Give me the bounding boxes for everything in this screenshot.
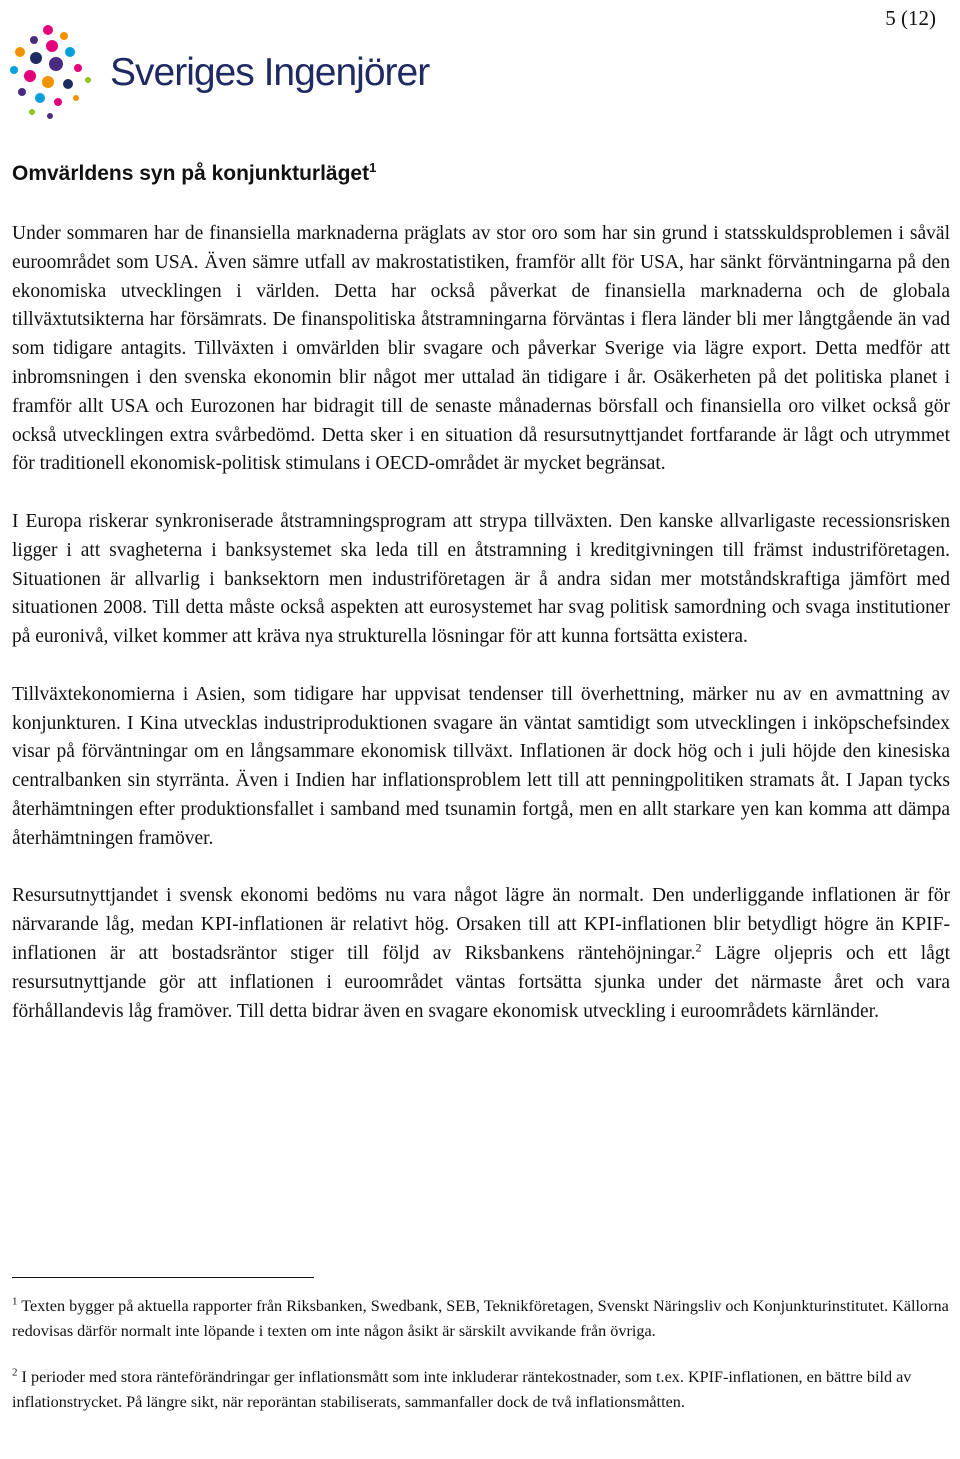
heading-text: Omvärldens syn på konjunkturläget [12, 162, 370, 185]
paragraph: Tillväxtekonomierna i Asien, som tidigare har uppvisat tendenser till överhettning, märker nu av en avmattning av konjunkturen. I Kina utvecklas industriproduktionen svagare än väntat samtidigt som utvecklingen i inköpschefsindex visar på förväntningar om en långsammare ekonomisk tillväxt. Inflationen är dock hög och i juli höjde den kinesiska centralbanken sin styrränta. Även i Indien har inflationsproblem lett till att penningpolitiken stramats åt. I Japan tycks återhämtningen efter produktionsfallet i samband med tsunamin fortgå, men en allt starkare yen kan komma att dämpa återhämtningen framöver. [12, 683, 950, 849]
footnote-number: 2 [12, 1366, 18, 1379]
paragraph [12, 882, 950, 1026]
body-text [12, 220, 950, 1055]
logo-dots-icon [8, 22, 104, 122]
footnote-ref-1: 1 [369, 160, 377, 175]
paragraph: Under sommaren har de finansiella marknaderna präglats av stor oro som har sin grund i statsskuldsproblemen i såväl euroområdet som USA. Även sämre utfall av makrostatistiken, framför allt för USA, har sänkt förväntningarna på den ekonomiska utvecklingen i världen. Detta har också påverkat de finansiella marknaderna och de globala tillväxtutsikterna har försämrats. De finanspolitiska åtstramningarna förväntas i flera länder bli mer långtgående än vad som tidigare antagits. Tillväxten i omvärlden blir svagare och påverkar Sverige via lägre export. Detta medför att inbromsningen i den svenska ekonomin blir något mer uttalad än tidigare i år. Osäkerheten på det politiska planet i framför allt USA och Eurozonen har bidragit till de senaste månadernas börsfall och finansiella oro vilket också gör också utvecklingen extra svårbedömd. Detta sker i en situation då resursutnyttjandet fortfarande är lågt och utrymmet för traditionell ekonomisk-politisk stimulans i OECD-området är mycket begränsat. [12, 223, 950, 475]
footnote-number: 1 [12, 1295, 18, 1308]
logo-text: Sveriges Ingenjörer [110, 51, 430, 94]
footnote-divider [12, 1277, 314, 1278]
footnote-text: I perioder med stora ränteförändringar ger inflationsmått som inte inkluderar räntekostnader, som t.ex. KPIF-inflationen, en bättre bild av inflationstrycket. På längre sikt, när reporäntan stabiliserats, sammanfaller dock de två inflationsmåtten. [12, 1368, 912, 1411]
paragraph-text: Lägre oljepris och ett lågt resursutnyttjande gör att inflationen i euroområdet väntas fortsätta sjunka under det närmaste året och vara förhållandevis låg framöver. Till detta bidrar även en svagare ekonomisk utveckling i euroområdets kärnländer. [12, 942, 951, 1022]
logo [8, 22, 429, 122]
footnote-ref-2: 2 [695, 940, 702, 955]
footnote-text: Texten bygger på aktuella rapporter från Riksbanken, Swedbank, SEB, Teknikföretagen, Svenskt Näringsliv och Konjunkturinstitutet. Källorna redovisas därför normalt inte löpande i texten om inte någon åsikt är särskilt avvikande från övriga. [12, 1297, 949, 1340]
footnotes [12, 1294, 950, 1436]
paragraph-text: Resursutnyttjandet i svensk ekonomi bedöms nu vara något lägre än normalt. Den underliggande inflationen är för närvarande låg, medan KPI-inflationen är relativt hög. Orsaken till att KPI-inflationen blir betydligt högre än KPIF-inflationen är att bostadsräntor stiger till följd av Riksbankens räntehöjningar. [12, 885, 950, 964]
footnote [12, 1294, 950, 1343]
page-number: 5 (12) [885, 6, 936, 30]
footnote [12, 1365, 950, 1414]
page-title [12, 160, 376, 186]
paragraph: I Europa riskerar synkroniserade åtstramningsprogram att strypa tillväxten. Den kanske allvarligaste recessionsrisken ligger i att svagheterna i banksystemet ska leda till en åtstramning i kreditgivningen till främst industriföretagen. Situationen är allvarlig i banksektorn men industriföretagen är å andra sidan mer motståndskraftiga jämfört med situationen 2008. Till detta måste också aspekten att eurosystemet har svag politisk samordning och svaga institutioner på euronivå, vilket kommer att kräva nya strukturella lösningar för att kunna fortsätta existera. [12, 510, 950, 648]
